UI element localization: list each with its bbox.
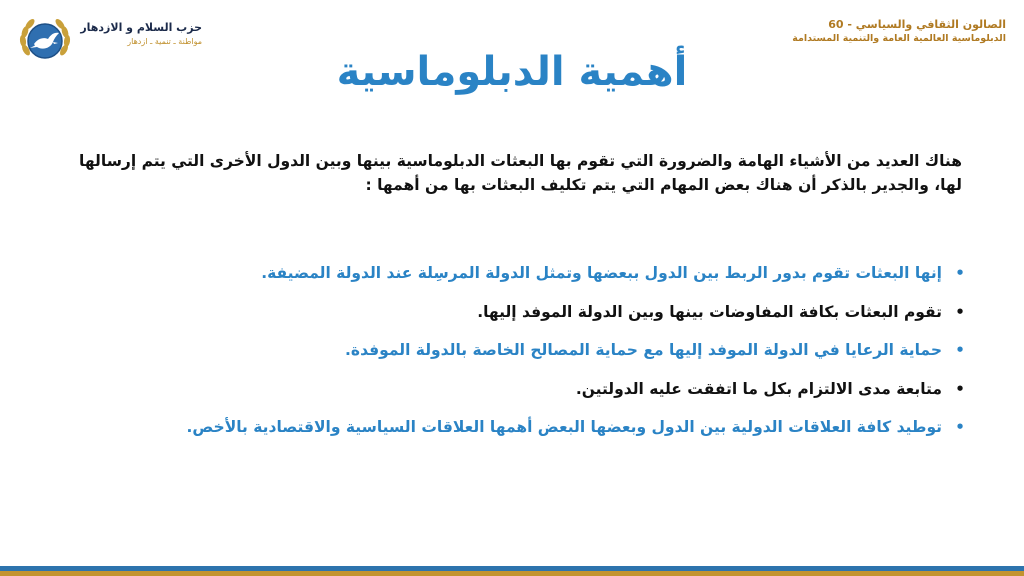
bullet-item <box>96 254 968 293</box>
party-slogan: مواطنة ـ تنمية ـ ازدهار <box>127 37 202 46</box>
bullet-text: تقوم البعثات بكافة المفاوضات بينها وبين الدولة الموفد إليها. <box>477 302 942 321</box>
header-salon-subtitle: الدبلوماسية العالمية العامة والتنمية المستدامة <box>792 33 1006 44</box>
slide-title: أهمية الدبلوماسية <box>336 49 688 95</box>
header-salon-title: الصالون الثقافي والسياسي - 60 <box>828 18 1006 31</box>
party-name: حزب السلام و الازدهار <box>80 21 202 34</box>
bullet-item <box>96 331 968 370</box>
bullet-marker: • <box>955 264 965 282</box>
bullet-text: حماية الرعايا في الدولة الموفد إليها مع حماية المصالح الخاصة بالدولة الموفدة. <box>345 341 942 359</box>
bullet-marker: • <box>955 379 965 398</box>
bullet-item <box>96 408 968 447</box>
bullet-item <box>96 293 968 332</box>
bullet-list <box>96 254 968 447</box>
footer-stripe-gold <box>0 571 1024 576</box>
intro-paragraph: هناك العديد من الأشياء الهامة والضرورة التي تقوم بها البعثات الدبلوماسية بينها وبين الدول الأخرى التي يتم إرسالها لها، والجدير بالذكر أن هناك بعض المهام التي يتم تكليف البعثات بها من أهمها : <box>79 152 962 194</box>
bullet-text: توطيد كافة العلاقات الدولية بين الدول وبعضها البعض أهمها العلاقات السياسية والاقتصادية بالأخص. <box>186 418 942 436</box>
bullet-item <box>96 370 968 409</box>
bullet-text: متابعة مدى الالتزام بكل ما اتفقت عليه الدولتين. <box>575 379 942 398</box>
bullet-marker: • <box>955 302 965 321</box>
bullet-marker: • <box>955 341 965 359</box>
bullet-marker: • <box>955 418 965 436</box>
bullet-text: إنها البعثات تقوم بدور الربط بين الدول ببعضها وتمثل الدولة المرسِلة عند الدولة المضيفة. <box>261 264 942 282</box>
